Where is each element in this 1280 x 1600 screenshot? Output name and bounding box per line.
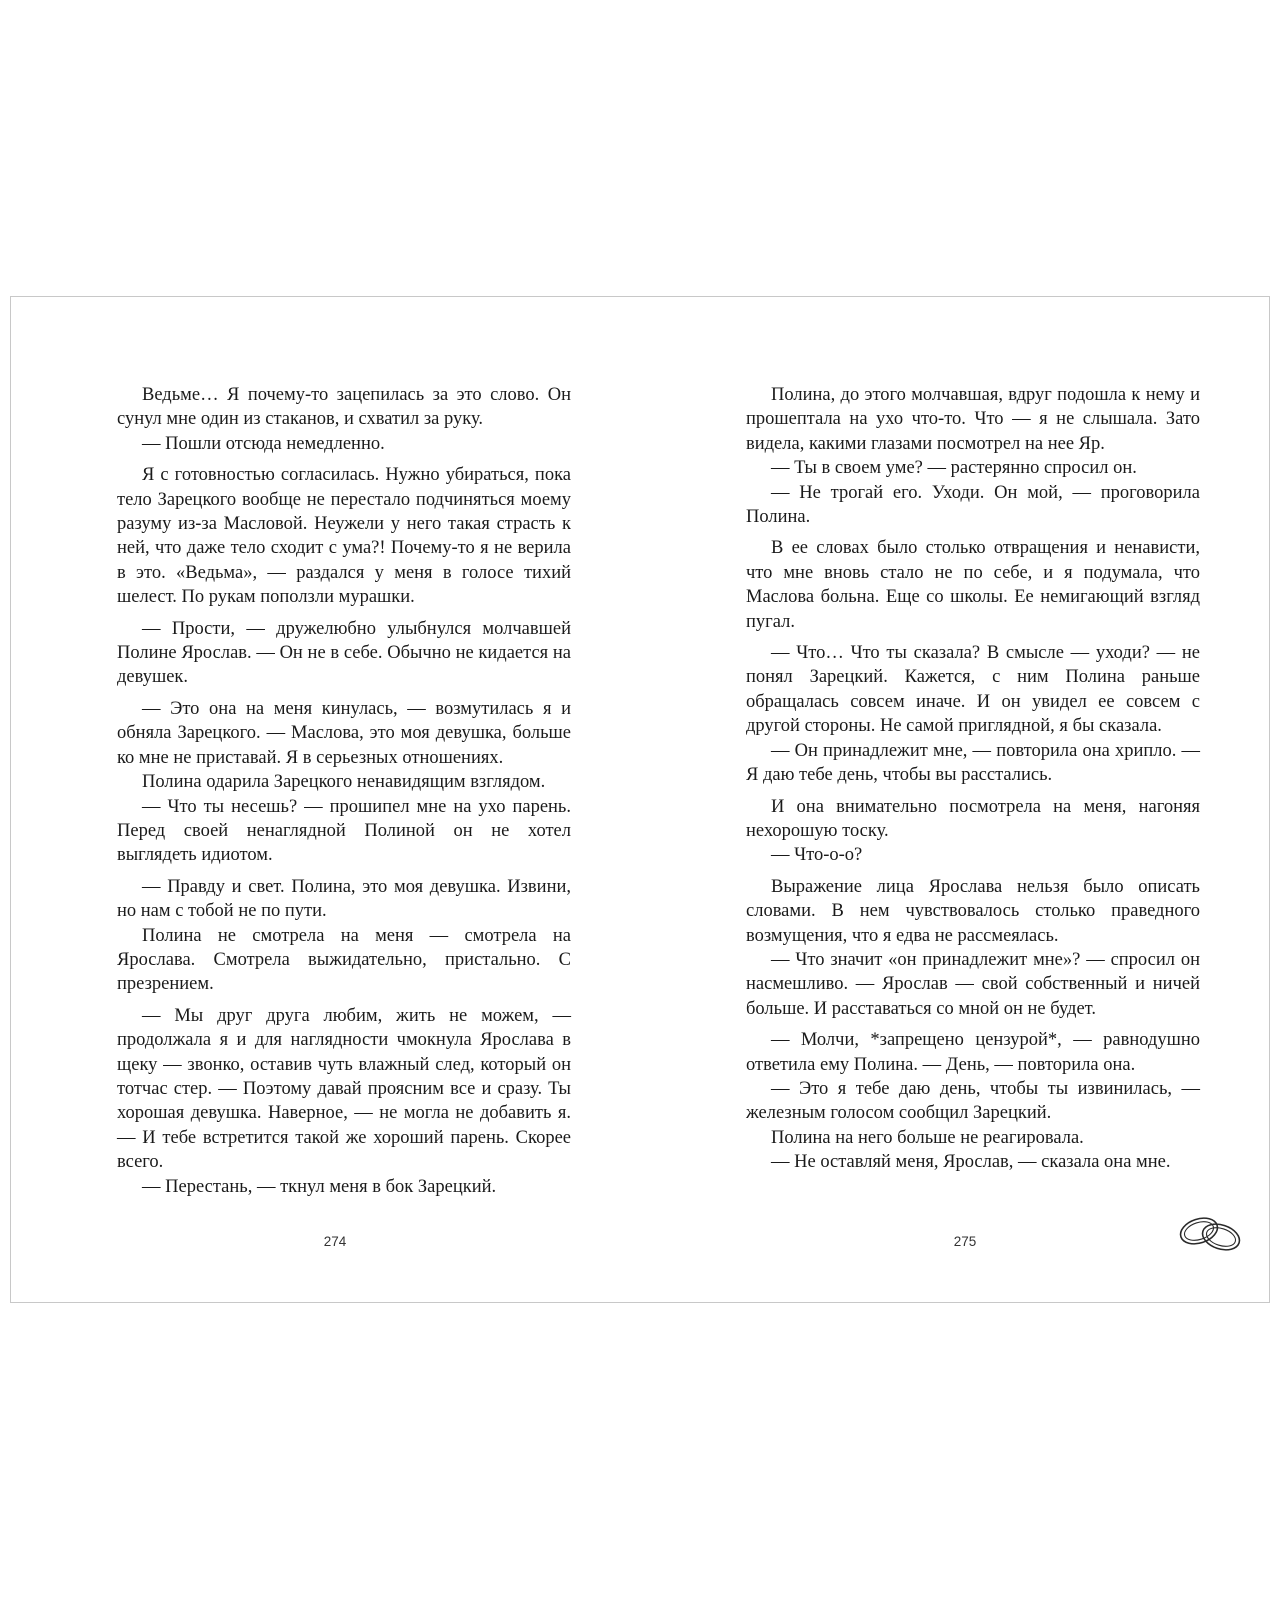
paragraph: Я с готовностью согласилась. Нужно убираться, пока тело Зарецкого вообще не перестало подчиняться моему разуму из-за Масловой. Неужели у него такая страсть к ней, что даже тело сходит с ума?! Почему-то я не верила в это. «Ведьма», — раздался у меня в голосе тихий шелест. По рукам поползли мурашки. bbox=[117, 465, 571, 608]
page-number-left: 274 bbox=[323, 1234, 347, 1249]
paragraph: — Что… Что ты сказала? В смысле — уходи? — не понял Зарецкий. Кажется, с ним Полина раньше обращалась совсем иначе. И он увидел ее совсем с другой стороны. Не самой приглядной, я бы сказала. bbox=[746, 643, 1200, 737]
paragraph: — Это я тебе даю день, чтобы ты извинилась, — железным голосом сообщил Зарецкий. bbox=[746, 1078, 1200, 1124]
paragraph: — Не трогай его. Уходи. Он мой, — проговорила Полина. bbox=[746, 482, 1200, 528]
paragraph: Ведьме… Я почему-то зацепилась за это слово. Он сунул мне один из стаканов, и схватил за руку. bbox=[117, 385, 571, 430]
paragraph: — Что-о-о? bbox=[771, 845, 863, 866]
paragraph: — Он принадлежит мне, — повторила она хрипло. — Я даю тебе день, чтобы вы расстались. bbox=[746, 740, 1200, 786]
page-number-right: 275 bbox=[953, 1234, 977, 1249]
paragraph: В ее словах было столько отвращения и ненависти, что мне вновь стало не по себе, и я подумала, что Маслова больна. Еще со школы. Ее немигающий взгляд пугал. bbox=[746, 538, 1200, 632]
paragraph: И она внимательно посмотрела на меня, нагоняя нехорошую тоску. bbox=[746, 796, 1200, 841]
right-page-text bbox=[746, 383, 1200, 1175]
paragraph: — Это она на меня кинулась, — возмутилась я и обняла Зарецкого. — Маслова, это моя девушка, больше ко мне не приставай. Я в серьезных отношениях. bbox=[117, 698, 571, 768]
book-spread bbox=[10, 296, 1270, 1303]
paragraph: — Что значит «он принадлежит мне»? — спросил он насмешливо. — Ярослав — свой собственный и ничей больше. И расставаться со мной он не будет. bbox=[746, 949, 1200, 1019]
left-page-text bbox=[117, 383, 571, 1199]
paragraph: Выражение лица Ярослава нельзя было описать словами. В нем чувствовалось столько праведного возмущения, что я едва не рассмеялась. bbox=[746, 876, 1200, 946]
wedding-rings-icon bbox=[1175, 1209, 1247, 1257]
paragraph: — Пошли отсюда немедленно. bbox=[142, 433, 385, 454]
paragraph: Полина не смотрела на меня — смотрела на Ярослава. Смотрела выжидательно, пристально. С презрением. bbox=[117, 925, 571, 995]
paragraph: — Ты в своем уме? — растерянно спросил он. bbox=[771, 458, 1137, 479]
paragraph: Полина, до этого молчавшая, вдруг подошла к нему и прошептала на ухо что-то. Что — я не слышала. Зато видела, какими глазами посмотрел на нее Яр. bbox=[746, 385, 1200, 454]
paragraph: Полина одарила Зарецкого ненавидящим взглядом. bbox=[142, 772, 546, 793]
paragraph: — Правду и свет. Полина, это моя девушка. Извини, но нам с тобой не по пути. bbox=[117, 876, 571, 922]
paragraph: — Перестань, — ткнул меня в бок Зарецкий. bbox=[142, 1176, 497, 1197]
paragraph: Полина на него больше не реагировала. bbox=[771, 1127, 1084, 1148]
paragraph: — Мы друг друга любим, жить не можем, — продолжала я и для наглядности чмокнула Ярослава в щеку — звонко, оставив чуть влажный след, который он тотчас стер. — Поэтому давай проясним все и сразу. Ты хорошая девушка. Наверное, — не могла не добавить я. — И тебе встретится такой же хороший парень. Скорее всего. bbox=[117, 1005, 571, 1173]
paragraph: — Не оставляй меня, Ярослав, — сказала она мне. bbox=[771, 1152, 1171, 1173]
paragraph: — Что ты несешь? — прошипел мне на ухо парень. Перед своей ненаглядной Полиной он не хотел выглядеть идиотом. bbox=[117, 796, 571, 866]
paragraph: — Прости, — дружелюбно улыбнулся молчавшей Полине Ярослав. — Он не в себе. Обычно не кидается на девушек. bbox=[117, 618, 571, 688]
paragraph: — Молчи, *запрещено цензурой*, — равнодушно ответила ему Полина. — День, — повторила она. bbox=[746, 1030, 1200, 1075]
